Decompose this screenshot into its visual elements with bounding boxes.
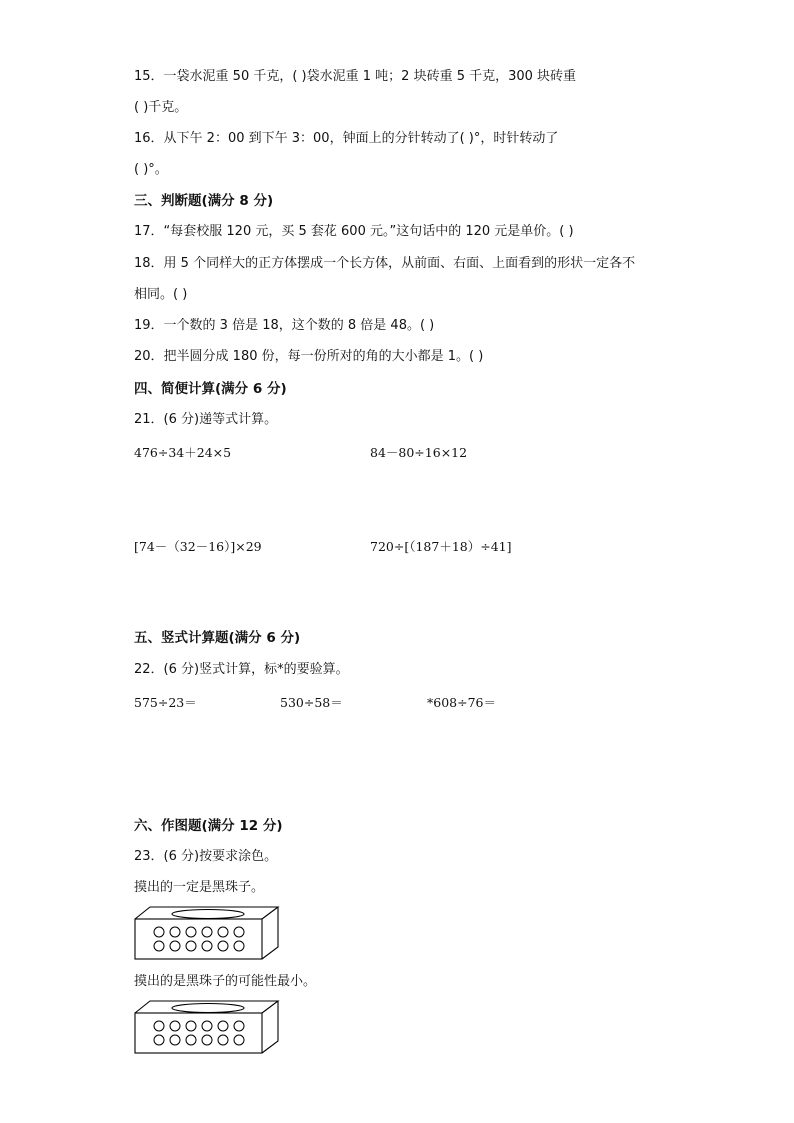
q22-expression-2: 530÷58＝ — [280, 695, 343, 710]
bead-box-2-drawing — [134, 999, 284, 1055]
bead-circle — [154, 1021, 164, 1031]
bead-circle — [218, 941, 228, 951]
bead-circle — [218, 1021, 228, 1031]
bead-circle — [186, 941, 196, 951]
section-4-title: 四、简便计算(满分 6 分) — [134, 381, 287, 397]
q21-expression-4: 720÷[（187＋18）÷41] — [370, 539, 512, 554]
bead-box-1-drawing — [134, 905, 284, 961]
bead-box-2 — [134, 999, 284, 1059]
q15-line2: ( )千克。 — [134, 100, 188, 115]
bead-circle — [202, 1035, 212, 1045]
bead-circle — [234, 1021, 244, 1031]
bead-circle — [234, 941, 244, 951]
q16-line1: 16．从下午 2：00 到下午 3：00，钟面上的分针转动了( )°，时针转动了 — [134, 131, 559, 146]
q23-requirement-1: 摸出的一定是黑珠子。 — [134, 880, 265, 895]
section-6-title: 六、作图题(满分 12 分) — [134, 818, 283, 834]
q21-expression-3: [74－（32－16）]×29 — [134, 539, 262, 554]
q23-requirement-2: 摸出的是黑珠子的可能性最小。 — [134, 974, 317, 989]
bead-circle — [234, 927, 244, 937]
q22-expression-1: 575÷23＝ — [134, 695, 197, 710]
q18-line2: 相同。( ) — [134, 287, 188, 302]
q22-expression-3: *608÷76＝ — [427, 695, 496, 710]
bead-circle — [154, 941, 164, 951]
q23-text: 23．(6 分)按要求涂色。 — [134, 849, 278, 864]
bead-circle — [170, 1021, 180, 1031]
bead-circle — [234, 1035, 244, 1045]
bead-circle — [170, 927, 180, 937]
bead-circle — [170, 941, 180, 951]
q21-expression-1: 476÷34＋24×5 — [134, 445, 232, 460]
bead-circle — [170, 1035, 180, 1045]
section-3-title: 三、判断题(满分 8 分) — [134, 193, 274, 209]
bead-circle — [186, 1021, 196, 1031]
bead-circle — [154, 1035, 164, 1045]
q21-text: 21．(6 分)递等式计算。 — [134, 412, 278, 427]
bead-circle — [202, 927, 212, 937]
bead-circle — [202, 941, 212, 951]
bead-circle — [218, 1035, 228, 1045]
bead-box-1 — [134, 905, 284, 965]
q19-text: 19．一个数的 3 倍是 18，这个数的 8 倍是 48。( ) — [134, 318, 435, 333]
q17-text: 17．“每套校服 120 元，买 5 套花 600 元。”这句话中的 120 元是单价。( ) — [134, 224, 574, 239]
bead-circle — [202, 1021, 212, 1031]
bead-circle — [186, 1035, 196, 1045]
q21-expression-2: 84－80÷16×12 — [370, 445, 468, 460]
q22-text: 22．(6 分)竖式计算，标*的要验算。 — [134, 662, 349, 677]
bead-circle — [218, 927, 228, 937]
q16-line2: ( )°。 — [134, 162, 168, 177]
bead-circle — [186, 927, 196, 937]
bead-circle — [154, 927, 164, 937]
q18-line1: 18．用 5 个同样大的正方体摆成一个长方体，从前面、右面、上面看到的形状一定各不 — [134, 256, 636, 271]
q15-line1: 15．一袋水泥重 50 千克，( )袋水泥重 1 吨；2 块砖重 5 千克，300 块砖重 — [134, 69, 577, 84]
section-5-title: 五、竖式计算题(满分 6 分) — [134, 630, 301, 646]
q20-text: 20．把半圆分成 180 份，每一份所对的角的大小都是 1。( ) — [134, 349, 484, 364]
